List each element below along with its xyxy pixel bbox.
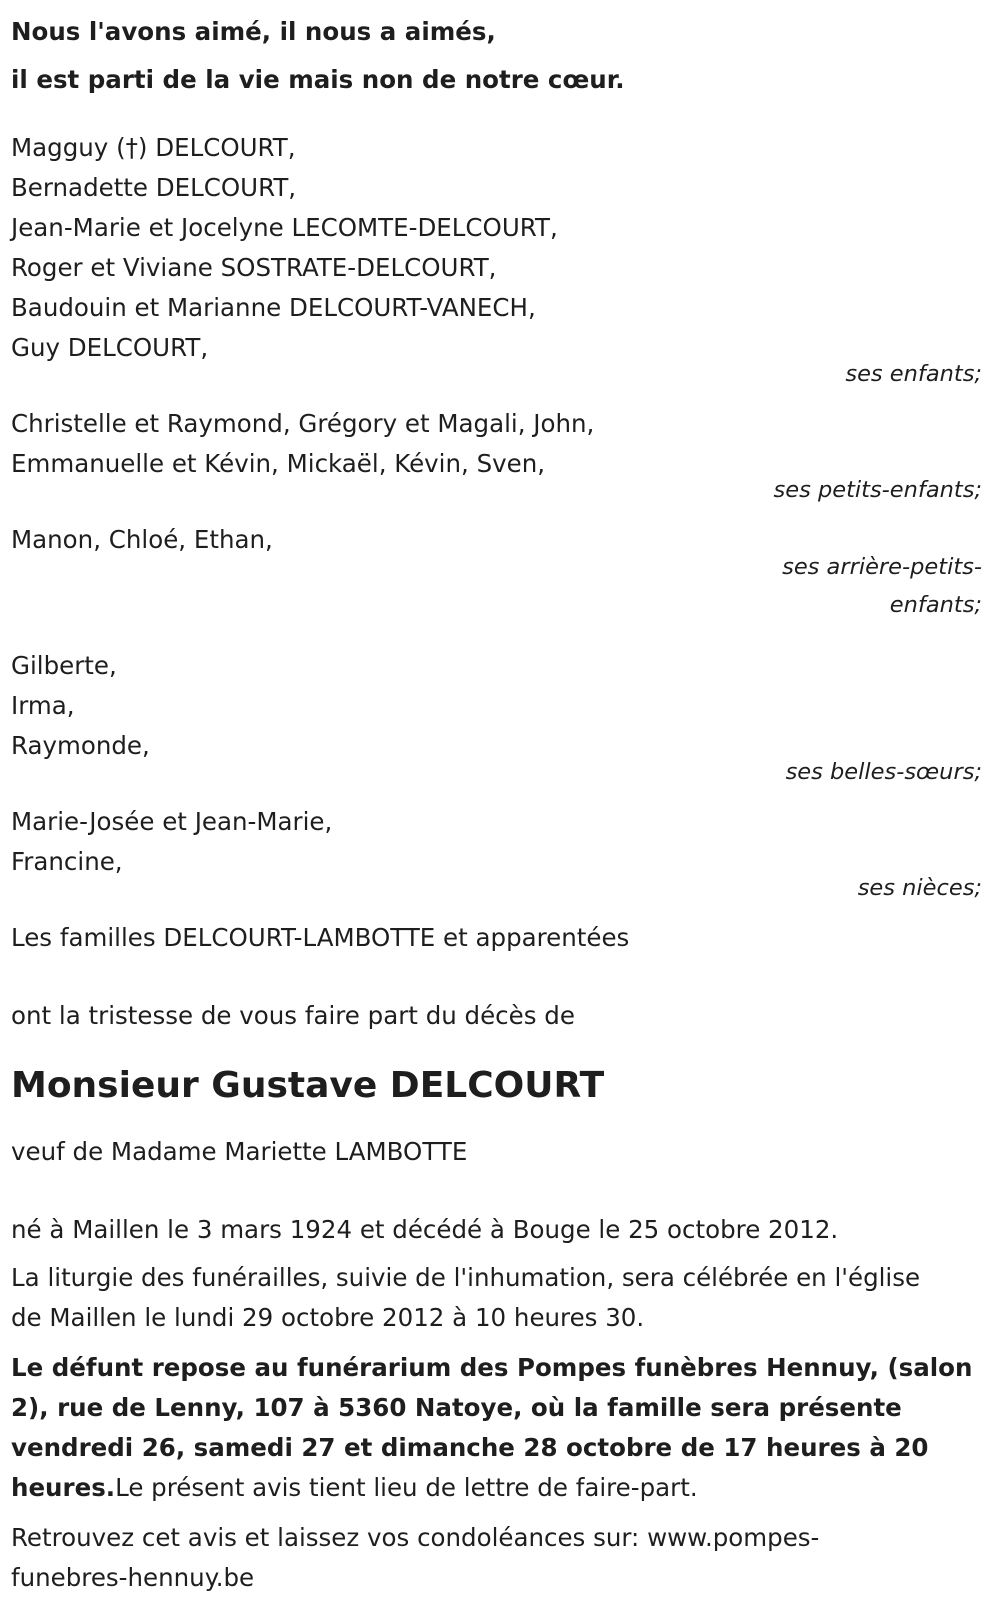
sister-in-law-name: Irma, xyxy=(11,691,75,720)
child-name: Baudouin et Marianne DELCOURT-VANECH, xyxy=(11,293,536,322)
birth-death-line: né à Maillen le 3 mars 1924 et décédé à Bouge le 25 octobre 2012. xyxy=(11,1215,839,1244)
repose-line-4 xyxy=(11,1468,982,1508)
children-role: ses enfants; xyxy=(845,361,982,387)
child-name: Roger et Viviane SOSTRATE-DELCOURT, xyxy=(11,253,497,282)
intro-quote xyxy=(11,8,982,104)
deceased-name: Monsieur Gustave DELCOURT xyxy=(11,1065,605,1106)
nieces-section xyxy=(11,802,982,908)
grandchildren-role: ses petits-enfants; xyxy=(773,477,982,503)
liturgy-line-1: La liturgie des funérailles, suivie de l'inhumation, sera célébrée en l'église xyxy=(11,1263,921,1292)
condolences-line-1: Retrouvez cet avis et laissez vos condoléances sur: www.pompes- xyxy=(11,1523,820,1552)
child-name: Magguy (†) DELCOURT, xyxy=(11,133,296,162)
repose-line-4-bold: heures. xyxy=(11,1473,116,1502)
repose-line-1: Le défunt repose au funérarium des Pompes funèbres Hennuy, (salon xyxy=(11,1353,973,1382)
condolences-paragraph xyxy=(11,1518,982,1598)
sisters-in-law-section xyxy=(11,646,982,792)
grandchildren-name: Emmanuelle et Kévin, Mickaël, Kévin, Sven, xyxy=(11,449,546,478)
grandchildren-section xyxy=(11,404,982,510)
grandchildren-name: Christelle et Raymond, Grégory et Magali, John, xyxy=(11,409,595,438)
child-name: Bernadette DELCOURT, xyxy=(11,173,297,202)
sister-in-law-name: Raymonde, xyxy=(11,731,150,760)
families-line: Les familles DELCOURT-LAMBOTTE et apparentées xyxy=(11,923,630,952)
repose-paragraph xyxy=(11,1348,982,1508)
great-grandchildren-section xyxy=(11,520,982,624)
great-grandchildren-name: Manon, Chloé, Ethan, xyxy=(11,525,273,554)
great-grandchildren-role-line-2: enfants; xyxy=(889,592,982,618)
great-grandchildren-role-line-1: ses arrière-petits- xyxy=(782,554,982,580)
repose-line-3: vendredi 26, samedi 27 et dimanche 28 octobre de 17 heures à 20 xyxy=(11,1433,929,1462)
niece-name: Marie-Josée et Jean-Marie, xyxy=(11,807,333,836)
liturgy-line-2: de Maillen le lundi 29 octobre 2012 à 10 heures 30. xyxy=(11,1303,645,1332)
condolences-line-2: funebres-hennuy.be xyxy=(11,1563,255,1592)
niece-name: Francine, xyxy=(11,847,123,876)
child-name: Guy DELCOURT, xyxy=(11,333,209,362)
intro-line-2: il est parti de la vie mais non de notre cœur. xyxy=(11,65,625,94)
children-section xyxy=(11,128,982,394)
intro-line-1: Nous l'avons aimé, il nous a aimés, xyxy=(11,17,496,46)
nieces-role: ses nièces; xyxy=(857,875,982,901)
child-name: Jean-Marie et Jocelyne LECOMTE-DELCOURT, xyxy=(11,213,558,242)
repose-line-4-rest: Le présent avis tient lieu de lettre de faire-part. xyxy=(115,1473,698,1502)
liturgy-paragraph xyxy=(11,1258,982,1338)
repose-line-2: 2), rue de Lenny, 107 à 5360 Natoye, où la famille sera présente xyxy=(11,1393,902,1422)
announcement-line: ont la tristesse de vous faire part du décès de xyxy=(11,1001,575,1030)
sisters-in-law-role: ses belles-sœurs; xyxy=(785,759,982,785)
sister-in-law-name: Gilberte, xyxy=(11,651,117,680)
widower-line: veuf de Madame Mariette LAMBOTTE xyxy=(11,1137,468,1166)
